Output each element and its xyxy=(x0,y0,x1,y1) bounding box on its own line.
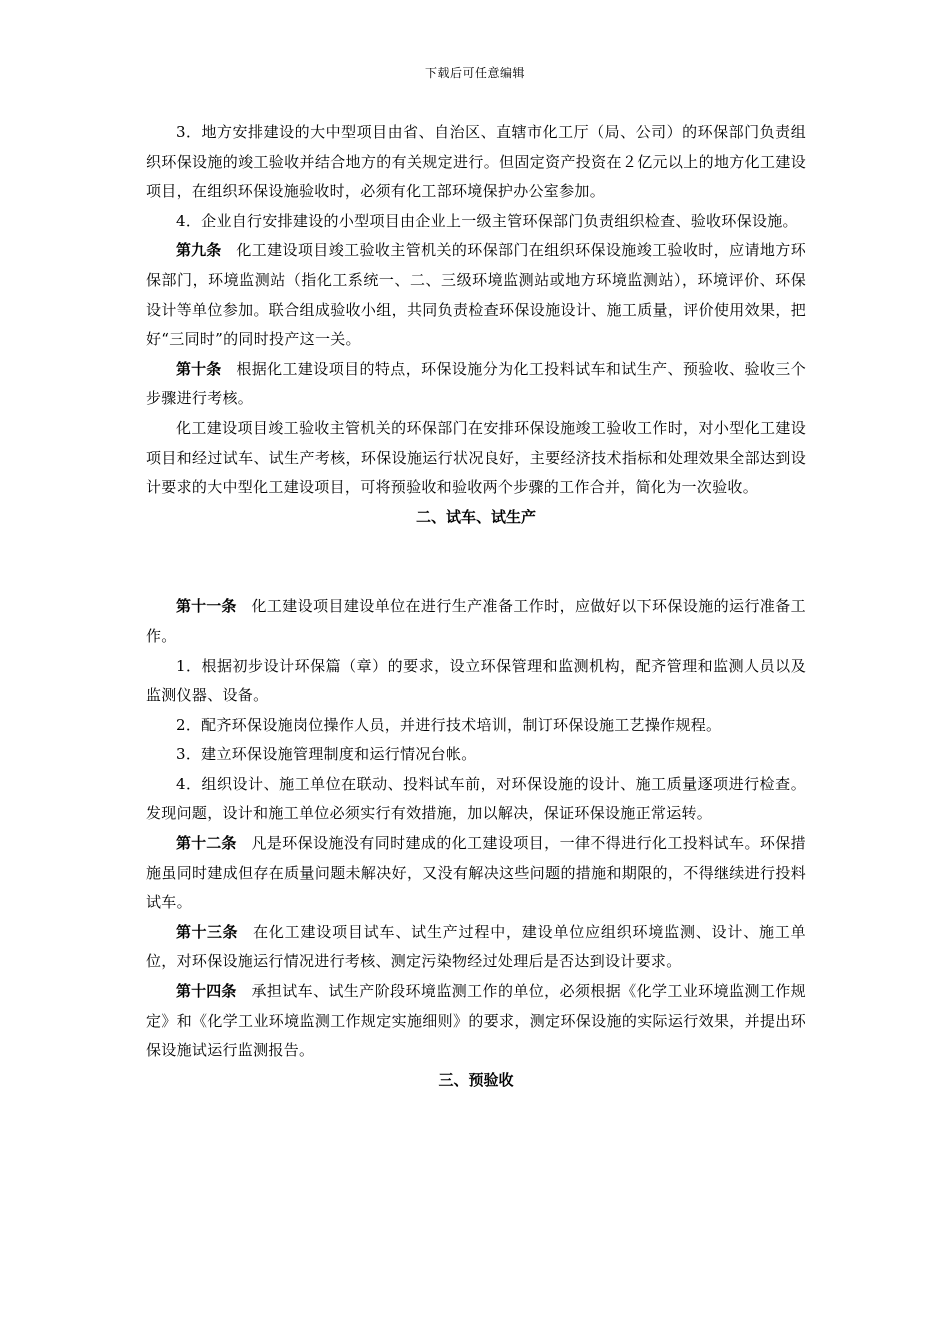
paragraph xyxy=(146,740,806,770)
paragraph-text: 在化工建设项目试车、试生产过程中，建设单位应组织环境监测、设计、施工单位，对环保设施运行情况进行考核、测定污染物经过处理后是否达到设计要求。 xyxy=(146,922,806,971)
paragraph-text: 4．企业自行安排建设的小型项目由企业上一级主管环保部门负责组织检查、验收环保设施。 xyxy=(176,211,798,230)
blank-gap xyxy=(146,532,806,592)
section-heading-3: 三、预验收 xyxy=(438,1070,514,1089)
paragraph-text: 2．配齐环保设施岗位操作人员，并进行技术培训，制订环保设施工艺操作规程。 xyxy=(176,715,722,734)
paragraph-text: 4．组织设计、施工单位在联动、投料试车前，对环保设施的设计、施工质量逐项进行检查。发现问题，设计和施工单位必须实行有效措施，加以解决，保证环保设施正常运转。 xyxy=(146,774,806,823)
paragraph xyxy=(146,414,806,503)
paragraph xyxy=(146,118,806,207)
paragraph-text: 3．地方安排建设的大中型项目由省、自治区、直辖市化工厅（局、公司）的环保部门负责组织环保设施的竣工验收并结合地方的有关规定进行。但固定资产投资在２亿元以上的地方化工建设项目，在组织环保设施验收时，必须有化工部环境保护办公室参加。 xyxy=(146,123,806,201)
paragraph-text: 3．建立环保设施管理制度和运行情况台帐。 xyxy=(176,745,477,764)
paragraph xyxy=(146,592,806,651)
paragraph-text: 凡是环保设施没有同时建成的化工建设项目，一律不得进行化工投料试车。环保措施虽同时建成但存在质量问题未解决好，又没有解决这些问题的措施和期限的，不得继续进行投料试车。 xyxy=(146,834,806,912)
paragraph-text: 根据化工建设项目的特点，环保设施分为化工投料试车和试生产、预验收、验收三个步骤进行考核。 xyxy=(146,359,806,408)
paragraph xyxy=(146,355,806,414)
document-body xyxy=(146,118,806,1095)
paragraph xyxy=(146,711,806,741)
paragraph-text: 化工建设项目竣工验收主管机关的环保部门在安排环保设施竣工验收工作时，对小型化工建设项目和经过试车、试生产考核，环保设施运行状况良好，主要经济技术指标和处理效果全部达到设计要求的大中型化工建设项目，可将预验收和验收两个步骤的工作合并，简化为一次验收。 xyxy=(146,418,806,497)
page-header: 下载后可任意编辑 xyxy=(424,66,525,80)
article-label: 第十二条 xyxy=(176,834,237,853)
paragraph xyxy=(146,236,806,354)
article-label: 第十一条 xyxy=(176,597,237,616)
paragraph xyxy=(146,207,806,237)
paragraph xyxy=(146,652,806,711)
article-label: 第十条 xyxy=(176,359,222,378)
paragraph-text: 1．根据初步设计环保篇（章）的要求，设立环保管理和监测机构，配齐管理和监测人员以及监测仪器、设备。 xyxy=(146,656,806,705)
paragraph xyxy=(146,770,806,829)
paragraph xyxy=(146,977,806,1066)
paragraph-text: 化工建设项目建设单位在进行生产准备工作时，应做好以下环保设施的运行准备工作。 xyxy=(146,597,806,645)
paragraph xyxy=(146,918,806,977)
article-label: 第十三条 xyxy=(176,922,239,941)
paragraph-text: 承担试车、试生产阶段环境监测工作的单位，必须根据《化学工业环境监测工作规定》和《化学工业环境监测工作规定实施细则》的要求，测定环保设施的实际运行效果，并提出环保设施试运行监测报告。 xyxy=(146,982,806,1060)
paragraph-text: 化工建设项目竣工验收主管机关的环保部门在组织环保设施竣工验收时，应请地方环保部门，环境监测站（指化工系统一、二、三级环境监测站或地方环境监测站），环境评价、环保设计等单位参加。联合组成验收小组，共同负责检查环保设施设计、施工质量，评价使用效果，把好“三同时”的同时投产这一关。 xyxy=(146,241,806,349)
article-label: 第十四条 xyxy=(176,982,237,1001)
section-heading-2: 二、试车、试生产 xyxy=(415,507,536,526)
section-1-paragraphs xyxy=(146,118,806,503)
paragraph xyxy=(146,829,806,918)
article-label: 第九条 xyxy=(176,241,222,260)
section-2-paragraphs xyxy=(146,592,806,1066)
